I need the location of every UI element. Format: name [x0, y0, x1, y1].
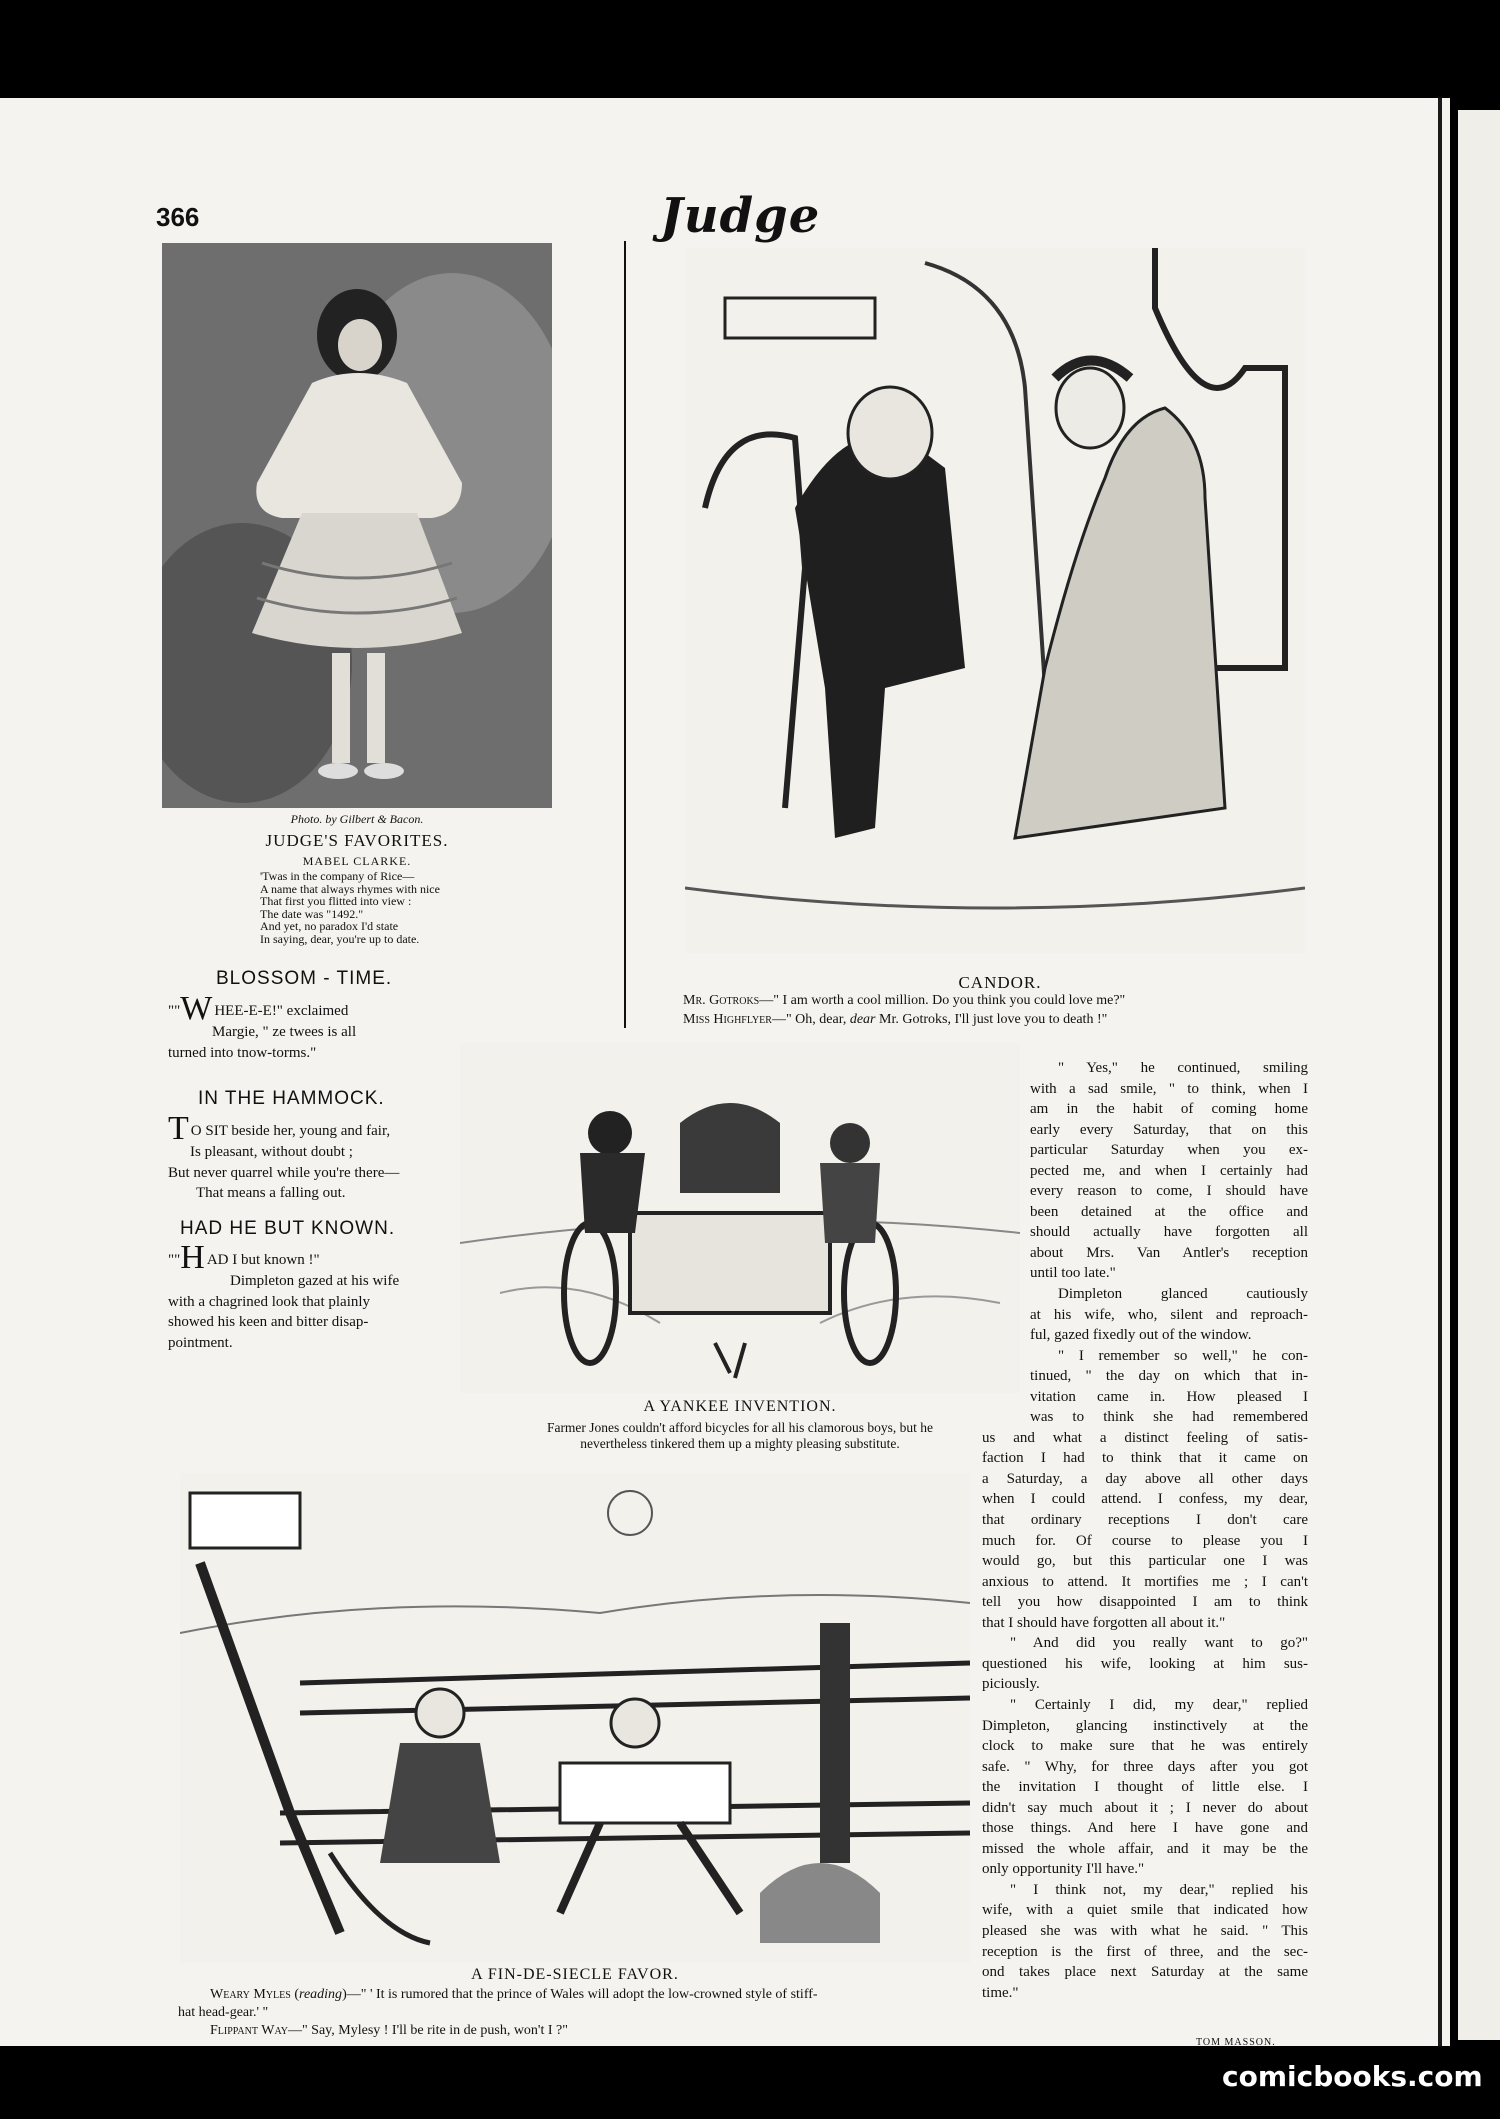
story-line: us and what a distinct feeling of satis- [982, 1429, 1308, 1446]
candor-line-2-emphasis: dear [849, 1012, 876, 1027]
story-line: ond takes place next Saturday at the same [982, 1964, 1308, 1981]
favorites-title: JUDGE'S FAVORITES. [265, 831, 449, 850]
verse-line: 'Twas in the company of Rice— [260, 869, 415, 883]
known-line: pointment. [168, 1334, 233, 1351]
story-line: " I think not, my dear," replied his [1010, 1881, 1308, 1898]
hammock-text [168, 1110, 473, 1204]
story-line: pleased she was with what he said. " This [982, 1922, 1308, 1939]
known-line: ""H AD I but known !" [168, 1239, 320, 1276]
story-line: should actually have forgotten all [1030, 1224, 1308, 1241]
verse-line: The date was "1492." [260, 906, 364, 921]
story-line: been detained at the office and [1030, 1203, 1308, 1220]
story-line: " I remember so well," he con- [1058, 1347, 1308, 1364]
fin-speaker-1: Weary Myles [210, 1987, 291, 2002]
story-line: that ordinary receptions I don't care [982, 1512, 1308, 1529]
candor-speaker-2: Miss Highflyer [683, 1012, 772, 1027]
story-line: early every Saturday, that on this [1030, 1121, 1308, 1138]
candor-dialogue-2 [683, 1012, 1107, 1028]
story-line: those things. And here I have gone and [982, 1820, 1308, 1837]
story-line: about Mrs. Van Antler's reception [1030, 1244, 1308, 1261]
story-line: a Saturday, a day above all other days [982, 1470, 1308, 1487]
candor-title: CANDOR. [958, 973, 1042, 992]
blossom-text [168, 990, 473, 1063]
fin-speaker-2: Flippant Way [210, 2023, 288, 2038]
story-line: reception is the first of three, and the sec- [982, 1943, 1308, 1960]
story-line: " Yes," he continued, smiling [1058, 1060, 1308, 1076]
yankee-illustration [460, 1043, 1020, 1393]
known-heading: HAD HE BUT KNOWN. [180, 1218, 396, 1239]
story-line: with a sad smile, " to think, when I [1030, 1080, 1308, 1097]
story-line: am in the habit of coming home [1030, 1101, 1308, 1118]
story-line: that I should have forgotten all about it." [982, 1614, 1226, 1631]
hammock-heading: IN THE HAMMOCK. [198, 1088, 385, 1109]
masthead: Judge [660, 188, 821, 244]
story-line: questioned his wife, looking at him sus- [982, 1655, 1308, 1672]
portrait-photo [162, 243, 552, 808]
known-line: Dimpleton gazed at his wife [230, 1273, 400, 1289]
candor-line-1: —" I am worth a cool million. Do you think you could love me?" [759, 993, 1126, 1008]
story-line: Dimpleton, glancing instinctively at the [982, 1717, 1308, 1734]
story-line: until too late." [1030, 1265, 1116, 1282]
fin-stage-direction: reading [299, 1987, 343, 2002]
story-line: the invitation I thought of little else. I [982, 1779, 1308, 1796]
story-line: " Certainly I did, my dear," replied [1010, 1696, 1308, 1713]
favorites-verse [260, 870, 560, 945]
story-line: particular Saturday when you ex- [1030, 1142, 1308, 1159]
blossom-heading: BLOSSOM - TIME. [216, 968, 393, 989]
story-line: every reason to come, I should have [1030, 1183, 1308, 1200]
fin-line-1b: hat head-gear.' " [178, 2005, 269, 2020]
story-line: vitation came in. How pleased I [1030, 1388, 1308, 1405]
story-line: only opportunity I'll have." [982, 1861, 1145, 1878]
story-line: when I could attend. I confess, my dear, [982, 1491, 1308, 1508]
candor-speaker-1: Mr. Gotroks [683, 993, 760, 1008]
favorites-name: MABEL CLARKE. [302, 854, 412, 868]
blossom-quote: "" [168, 1003, 181, 1019]
story-line: didn't say much about it ; I never do about [982, 1799, 1308, 1816]
verse-line: In saying, dear, you're up to date. [260, 931, 420, 946]
yankee-title: A YANKEE INVENTION. [643, 1398, 837, 1415]
story-line: tinued, " the day on which that in- [1030, 1368, 1308, 1385]
verse-line: That first you flitted into view : [260, 894, 412, 908]
yankee-caption-line: Farmer Jones couldn't afford bicycles for all his clamorous boys, but he [546, 1420, 934, 1435]
fin-title: A FIN-DE-SIECLE FAVOR. [471, 1966, 679, 1983]
story-line: Dimpleton glanced cautiously [1058, 1286, 1308, 1303]
yankee-caption-line: nevertheless tinkered them up a mighty pleasing substitute. [580, 1436, 900, 1451]
story-line: missed the whole affair, and it may be the [982, 1840, 1308, 1857]
known-quote: "" [168, 1252, 181, 1268]
hammock-line: Is pleasant, without doubt ; [190, 1144, 353, 1160]
blossom-line: ""W HEE-E-E!" exclaimed [168, 990, 349, 1027]
photo-credit: Photo. by Gilbert & Bacon. [290, 812, 424, 826]
fin-line-1: —" ' It is rumored that the prince of Wales will adopt the low-crowned style of stiff- [346, 1987, 818, 2002]
story-line: pected me, and when I certainly had [1030, 1162, 1308, 1179]
hammock-line: T O SIT beside her, young and fair, [168, 1110, 391, 1147]
story-line: much for. Of course to please you I [982, 1532, 1308, 1549]
story-line: wife, with a quiet smile that indicated how [982, 1902, 1308, 1919]
story-line: would go, but this particular one I was [982, 1553, 1308, 1570]
yankee-caption [460, 1420, 1020, 1452]
story-line: tell you how disappointed I am to think [982, 1594, 1308, 1611]
adjacent-page-edge [1458, 110, 1500, 2040]
magazine-page [0, 98, 1450, 2046]
known-dropcap: H [180, 1239, 205, 1276]
gutter-line [1438, 98, 1442, 2046]
verse-line: A name that always rhymes with nice [260, 881, 440, 896]
story-line: faction I had to think that it came on [982, 1450, 1308, 1467]
story-line: was to think she had remembered [1030, 1409, 1308, 1426]
verse-line: And yet, no paradox I'd state [260, 919, 399, 933]
story-line: time." [982, 1984, 1019, 2001]
fin-dialogue-1: Weary Myles (reading)—" ' It is rumored that the prince of Wales will adopt the low-crowned style of stiff- [210, 1987, 818, 2002]
page-number: 366 [156, 202, 200, 232]
story-line: safe. " Why, for three days after you got [982, 1758, 1308, 1775]
blossom-dropcap: W [180, 990, 213, 1027]
column-divider [624, 241, 626, 1028]
known-text [168, 1239, 473, 1353]
fin-line-2: —" Say, Mylesy ! I'll be rite in de push, won't I ?" [287, 2023, 568, 2038]
story-byline: TOM MASSON. [1196, 2037, 1276, 2046]
story-line: clock to make sure that he was entirely [982, 1738, 1308, 1755]
hammock-line: But never quarrel while you're there— [168, 1164, 400, 1181]
fin-de-siecle-illustration [180, 1473, 970, 1963]
known-line: showed his keen and bitter disap- [168, 1314, 369, 1330]
story-line: ful, gazed fixedly out of the window. [1030, 1327, 1252, 1344]
story-column [982, 1058, 1308, 2003]
candor-illustration [685, 248, 1305, 953]
story-line: " And did you really want to go?" [1010, 1635, 1308, 1652]
hammock-line: That means a falling out. [196, 1185, 346, 1201]
blossom-line: Margie, " ze twees is all [212, 1024, 357, 1040]
fin-dialogue-2 [210, 2023, 568, 2039]
candor-line-2a: —" Oh, dear, [771, 1012, 850, 1027]
story-line: piciously. [982, 1676, 1040, 1693]
candor-dialogue-1 [683, 993, 1125, 1009]
known-line: with a chagrined look that plainly [168, 1293, 371, 1310]
blossom-line: turned into tnow-torms." [168, 1044, 317, 1061]
watermark: comicbooks.com [1222, 2060, 1483, 2093]
hammock-dropcap: T [168, 1110, 189, 1147]
candor-line-2b: Mr. Gotroks, I'll just love you to death !" [875, 1012, 1108, 1027]
story-line: at his wife, who, silent and reproach- [1030, 1306, 1308, 1323]
story-line: anxious to attend. It mortifies me ; I can't [982, 1573, 1308, 1590]
